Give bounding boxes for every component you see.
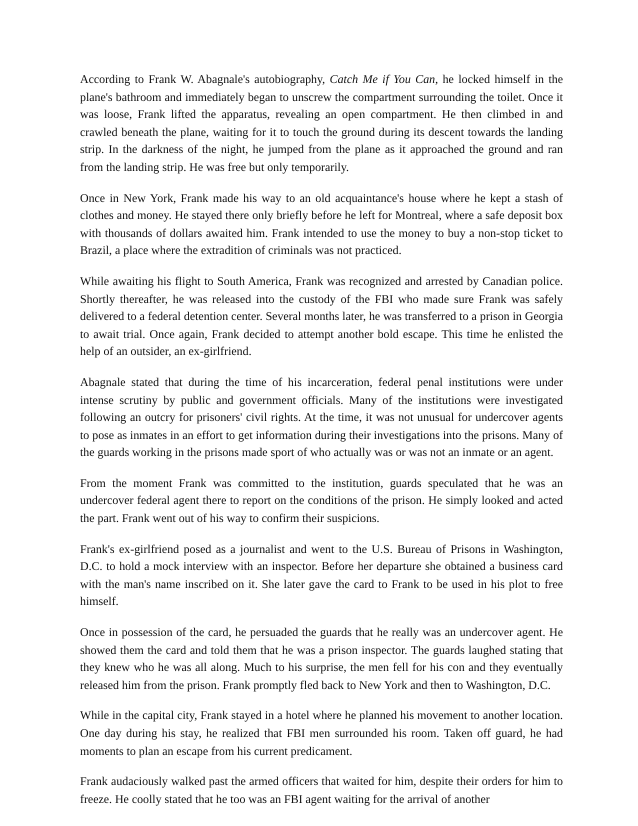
paragraph-2: Once in New York, Frank made his way to an old acquaintance's house where he kept a stash of clothes and money. He stayed there only briefly before he left for Montreal, where a safe deposit box with thousands of dollars awaited him. Frank intended to use the money to buy a non-stop ticket to Brazil, a place where the extradition of criminals was not practiced.: [80, 190, 563, 258]
paragraph-8: While in the capital city, Frank stayed in a hotel where he planned his movement to another location. One day during his stay, he realized that FBI men surrounded his room. Taken off guard, he had moments to plan an escape from his current predicament.: [80, 708, 563, 758]
paragraph-4: Abagnale stated that during the time of his incarceration, federal penal institutions were under intense scrutiny by public and government officials. Many of the institutions were investigated following an outcry for prisoners' civil rights. At the time, it was not unusual for undercover agents to pose as inmates in an effort to get information during their investigations into the prisons. Many of the guards working in the prisons made sport of who actually was or was not an inmate or an agent.: [80, 374, 563, 460]
paragraph-5: From the moment Frank was committed to the institution, guards speculated that he was an undercover federal agent there to report on the conditions of the prison. He simply looked and acted the part. Frank went out of his way to confirm their suspicions.: [80, 475, 563, 526]
document-body: [80, 71, 563, 808]
book-title: Catch Me if You Can: [329, 72, 436, 86]
paragraph-6: Frank's ex-girlfriend posed as a journalist and went to the U.S. Bureau of Prisons in Washington, D.C. to hold a mock interview with an inspector. Before her departure she obtained a business card with the man's name inscribed on it. She later gave the card to Frank to be used in his plot to free himself.: [80, 541, 563, 609]
paragraph-text: , he locked himself in the plane's bathroom and immediately began to unscrew the compartment surrounding the toilet. Once it was loose, Frank lifted the apparatus, revealing an open compartment. He then climbed in and crawled beneath the plane, waiting for it to touch the ground during its descent towards the landing strip. In the darkness of the night, he jumped from the plane as it approached the ground and ran from the landing strip. He was free but only temporarily.: [80, 72, 563, 174]
paragraph-1: [80, 71, 563, 177]
paragraph-7: Once in possession of the card, he persuaded the guards that he really was an undercover agent. He showed them the card and told them that he was a prison inspector. The guards laughed stating that they knew who he was all along. Much to his surprise, the men fell for his con and they eventually released him from the prison. Frank promptly fled back to New York and then to Washington, D.C.: [80, 625, 563, 692]
paragraph-3: While awaiting his flight to South America, Frank was recognized and arrested by Canadian police. Shortly thereafter, he was released into the custody of the FBI who made sure Frank was safely delivered to a federal detention center. Several months later, he was transferred to a prison in Georgia to await trial. Once again, Frank decided to attempt another bold escape. This time he enlisted the help of an outsider, an ex-girlfriend.: [80, 273, 563, 359]
paragraph-9: Frank audaciously walked past the armed officers that waited for him, despite their orders for him to freeze. He coolly stated that he too was an FBI agent waiting for the arrival of another: [80, 774, 563, 806]
paragraph-text: According to Frank W. Abagnale's autobiography,: [80, 72, 330, 86]
